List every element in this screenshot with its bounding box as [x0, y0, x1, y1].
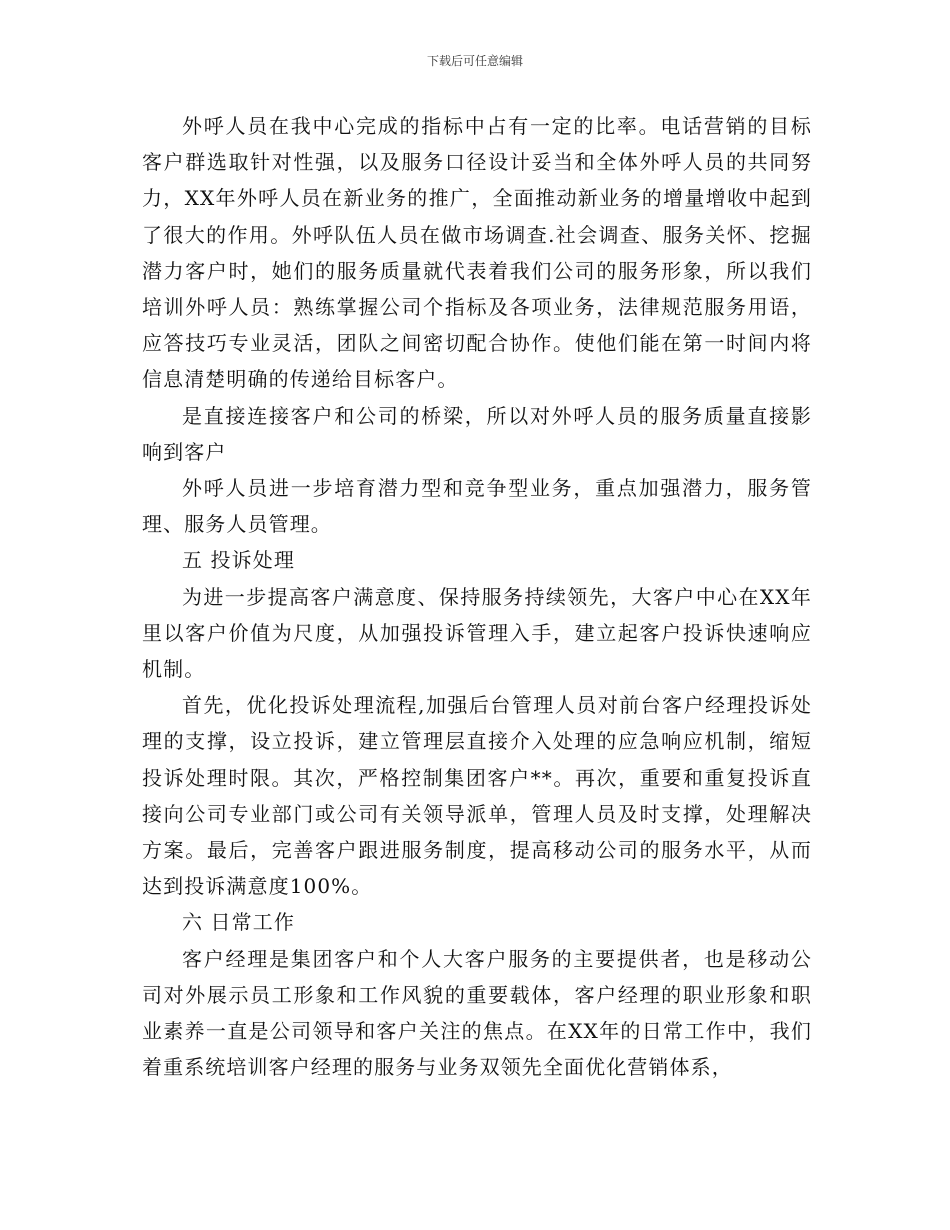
paragraph-outbound-staff: 外呼人员在我中心完成的指标中占有一定的比率。电话营销的目标客户群选取针对性强，以及服务口径设计妥当和全体外呼人员的共同努力，XX年外呼人员在新业务的推广，全面推动新业务的增量增收中起到了很大的作用。外呼队伍人员在做市场调查.社会调查、服务关怀、挖掘潜力客户时，她们的服务质量就代表着我们公司的服务形象，所以我们培训外呼人员：熟练掌握公司个指标及各项业务，法律规范服务用语，应答技巧专业灵活，团队之间密切配合协作。使他们能在第一时间内将信息清楚明确的传递给目标客户。 — [142, 114, 812, 392]
paragraph-account-managers: 客户经理是集团客户和个人大客户服务的主要提供者，也是移动公司对外展示员工形象和工作风貌的重要载体，客户经理的职业形象和职业素养一直是公司领导和客户关注的焦点。在XX年的日常工作中，我们着重系统培训客户经理的服务与业务双领先全面优化营销体系， — [142, 946, 812, 1080]
paragraph-complaint-process: 首先，优化投诉处理流程,加强后台管理人员对前台客户经理投诉处理的支撑，设立投诉，建立管理层直接介入处理的应急响应机制，缩短投诉处理时限。其次，严格控制集团客户**。再次，重要和重复投诉直接向公司专业部门或公司有关领导派单，管理人员及时支撑，处理解决方案。最后，完善客户跟进服务制度，提高移动公司的服务水平，从而达到投诉满意度100%。 — [142, 693, 812, 899]
section-heading-daily-work: 六 日常工作 — [182, 910, 295, 935]
paragraph-bridge: 是直接连接客户和公司的桥梁，所以对外呼人员的服务质量直接影响到客户 — [142, 403, 812, 464]
paragraph-potential-business: 外呼人员进一步培育潜力型和竞争型业务，重点加强潜力，服务管理、服务人员管理。 — [142, 476, 812, 537]
paragraph-satisfaction: 为进一步提高客户满意度、保持服务持续领先，大客户中心在XX年里以客户价值为尺度，从加强投诉管理入手，建立起客户投诉快速响应机制。 — [142, 584, 812, 682]
header-note: 下载后可任意编辑 — [426, 54, 523, 68]
document-body — [142, 108, 812, 1085]
section-heading-complaints: 五 投诉处理 — [182, 548, 295, 573]
